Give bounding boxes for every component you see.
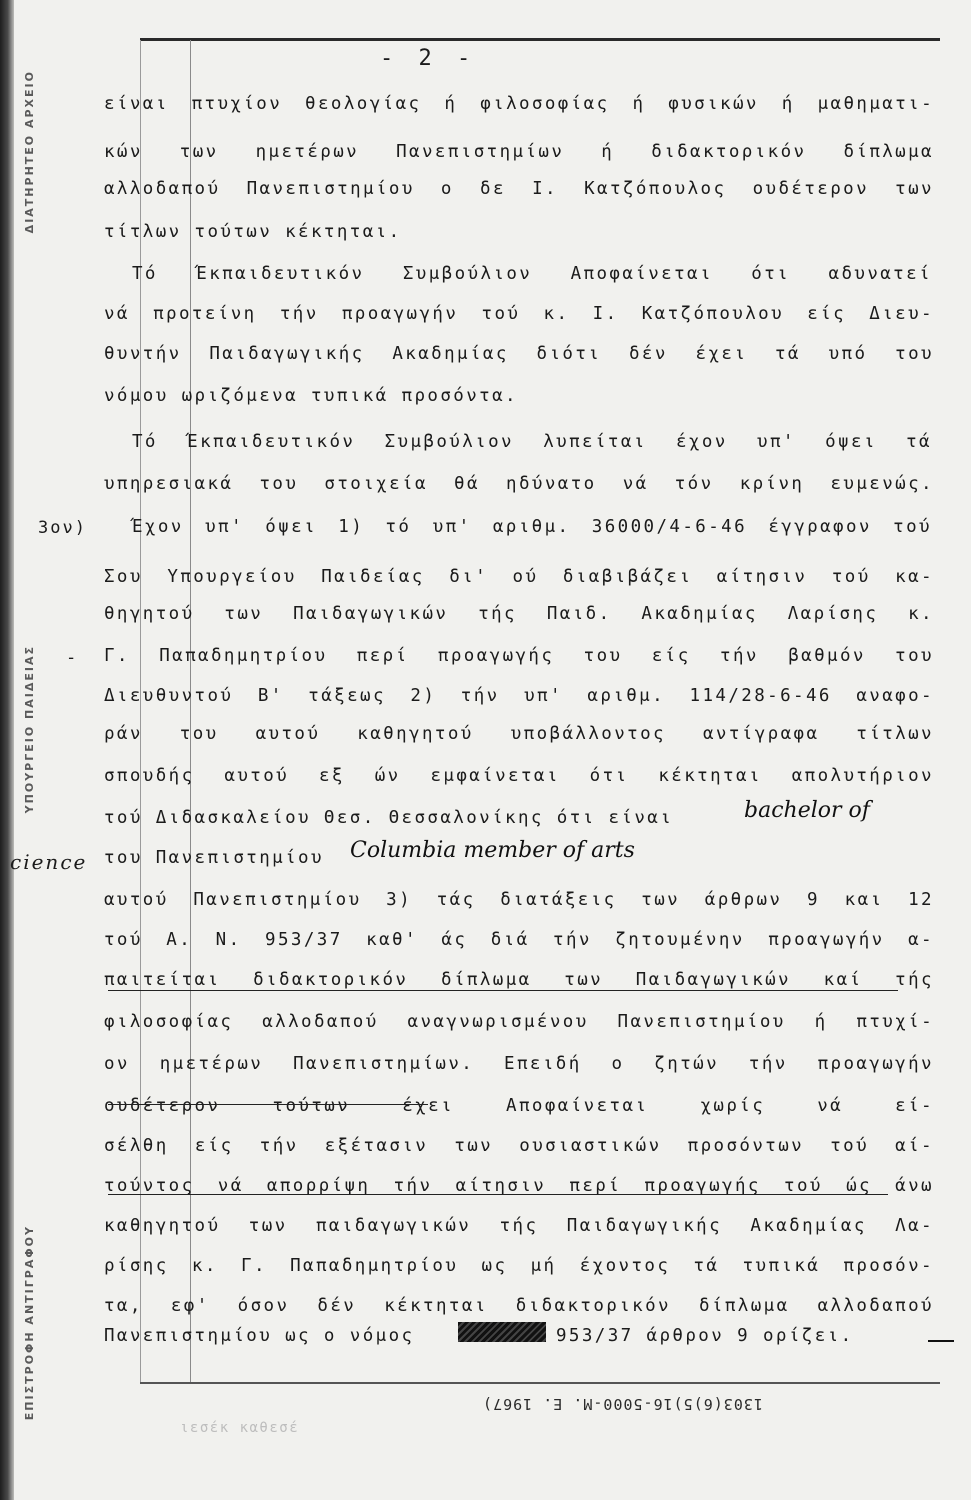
body-line: αλλοδαπού Πανεπιστημίου ο δε Ι. Κατζόπουλος ουδέτερον των — [104, 179, 934, 199]
margin-note-cience: cience — [10, 850, 88, 874]
redaction-block — [458, 1322, 546, 1342]
body-line: είναι πτυχίον θεολογίας ή φιλοσοφίας ή φυσικών ή μαθηματι- — [104, 94, 934, 114]
body-line: Πανεπιστημίου ως ο νόμος — [104, 1326, 415, 1346]
body-line: καθηγητού των παιδαγωγικών τής Παιδαγωγικής Ακαδημίας Λα- — [104, 1216, 934, 1236]
body-line: νόμου ωριζόμενα τυπικά προσόντα. — [104, 386, 518, 406]
vertical-stamp-strip — [18, 70, 40, 1420]
body-line: Γ. Παπαδημητρίου περί προαγωγής του είς τήν βαθμόν του — [104, 646, 934, 666]
body-line: Σου Υπουργείου Παιδείας δι' ού διαβιβάζει αίτησιν τού κα- — [104, 567, 934, 587]
body-line: θυντήν Παιδαγωγικής Ακαδημίας διότι δέν έχει τά υπό του — [104, 344, 934, 364]
body-line: τα, εφ' όσον δέν κέκτηται διδακτορικόν δίπλωμα αλλοδαπού — [104, 1296, 934, 1316]
stamp-text: ΕΠΙΣΤΡΟΦΗ ΑΝΤΙΓΡΑΦΟΥ — [22, 1224, 36, 1420]
body-line: φιλοσοφίας αλλοδαπού αναγνωρισμένου Πανεπιστημίου ή πτυχί- — [104, 1012, 934, 1032]
body-line: ουδέτερον τούτων έχει Αποφαίνεται χωρίς νά εί- — [104, 1096, 934, 1116]
handwritten-bachelor-of: bachelor of — [744, 798, 870, 823]
body-line: νά προτείνη τήν προαγωγήν τού κ. Ι. Κατζόπουλου είς Διευ- — [104, 304, 934, 324]
frame-rule-bottom — [140, 1382, 940, 1384]
body-line: κών των ημετέρων Πανεπιστημίων ή διδακτορικόν δίπλωμα — [104, 142, 934, 162]
strikethrough-rule — [108, 1104, 428, 1105]
body-line: ον ημετέρων Πανεπιστημίων. Επειδή ο ζητών τήν προαγωγήν — [104, 1054, 934, 1074]
body-line: σπουδής αυτού εξ ών εμφαίνεται ότι κέκτηται απολυτήριον — [104, 766, 934, 786]
stamp-text: ΔΙΑΤΗΡΗΤΕΟ ΑΡΧΕΙΟ — [22, 70, 36, 234]
stamp-text: ΥΠΟΥΡΓΕΙΟ ΠΑΙΔΕΙΑΣ — [22, 644, 36, 814]
binding-edge — [0, 0, 14, 1500]
body-line: παιτείται διδακτορικόν δίπλωμα των Παιδαγωγικών καί τής — [104, 970, 934, 990]
body-line: τίτλων τούτων κέκτηται. — [104, 222, 402, 242]
margin-note-3on: 3ον) — [38, 518, 87, 538]
body-line: τού Διδασκαλείου Θεσ. Θεσσαλονίκης ότι είναι — [104, 808, 674, 828]
frame-rule-top — [140, 38, 940, 41]
margin-dash-mark: - — [66, 648, 79, 668]
body-line: Τό Έκπαιδευτικόν Συμβούλιον λυπείται έχον υπ' όψει τά — [132, 432, 932, 452]
underline-rule — [108, 990, 898, 991]
underline-rule — [108, 1194, 888, 1195]
body-line: ρίσης κ. Γ. Παπαδημητρίου ως μή έχοντος τά τυπικά προσόν- — [104, 1256, 934, 1276]
body-line: του Πανεπιστημίου — [104, 848, 324, 868]
bleed-through-text: ιεσέκ καθεσέ — [180, 1420, 300, 1436]
footer-print-code: 1303(6)5)16-5000-M. E. 1967) — [482, 1395, 763, 1413]
body-line: υπηρεσιακά του στοιχεία θά ηδύνατο νά τόν κρίνη ευμενώς. — [104, 474, 934, 494]
body-line: ράν του αυτού καθηγητού υποβάλλοντος αντίγραφα τίτλων — [104, 724, 934, 744]
page-number: - 2 - — [380, 46, 477, 71]
body-line: θηγητού των Παιδαγωγικών τής Παιδ. Ακαδημίας Λαρίσης κ. — [104, 604, 934, 624]
body-line: 953/37 άρθρον 9 ορίζει. — [556, 1326, 854, 1346]
body-line: Τό Έκπαιδευτικόν Συμβούλιον Αποφαίνεται ότι αδυνατεί — [132, 264, 932, 284]
body-line: τού Α. Ν. 953/37 καθ' άς διά τήν ζητουμένην προαγωγήν α- — [104, 930, 934, 950]
body-line: σέλθη είς τήν εξέτασιν των ουσιαστικών προσόντων τού αί- — [104, 1136, 934, 1156]
end-dash-mark — [928, 1340, 954, 1342]
body-line: Διευθυντού Β' τάξεως 2) τήν υπ' αριθμ. 114/28-6-46 αναφο- — [104, 686, 934, 706]
body-line: αυτού Πανεπιστημίου 3) τάς διατάξεις των άρθρων 9 και 12 — [104, 890, 934, 910]
body-line: τούντος νά απορρίψη τήν αίτησιν περί προαγωγής τού ώς άνω — [104, 1176, 934, 1196]
handwritten-columbia-member-of-arts: Columbia member of arts — [350, 838, 635, 863]
body-line: Έχον υπ' όψει 1) τό υπ' αριθμ. 36000/4-6-46 έγγραφον τού — [132, 517, 932, 537]
